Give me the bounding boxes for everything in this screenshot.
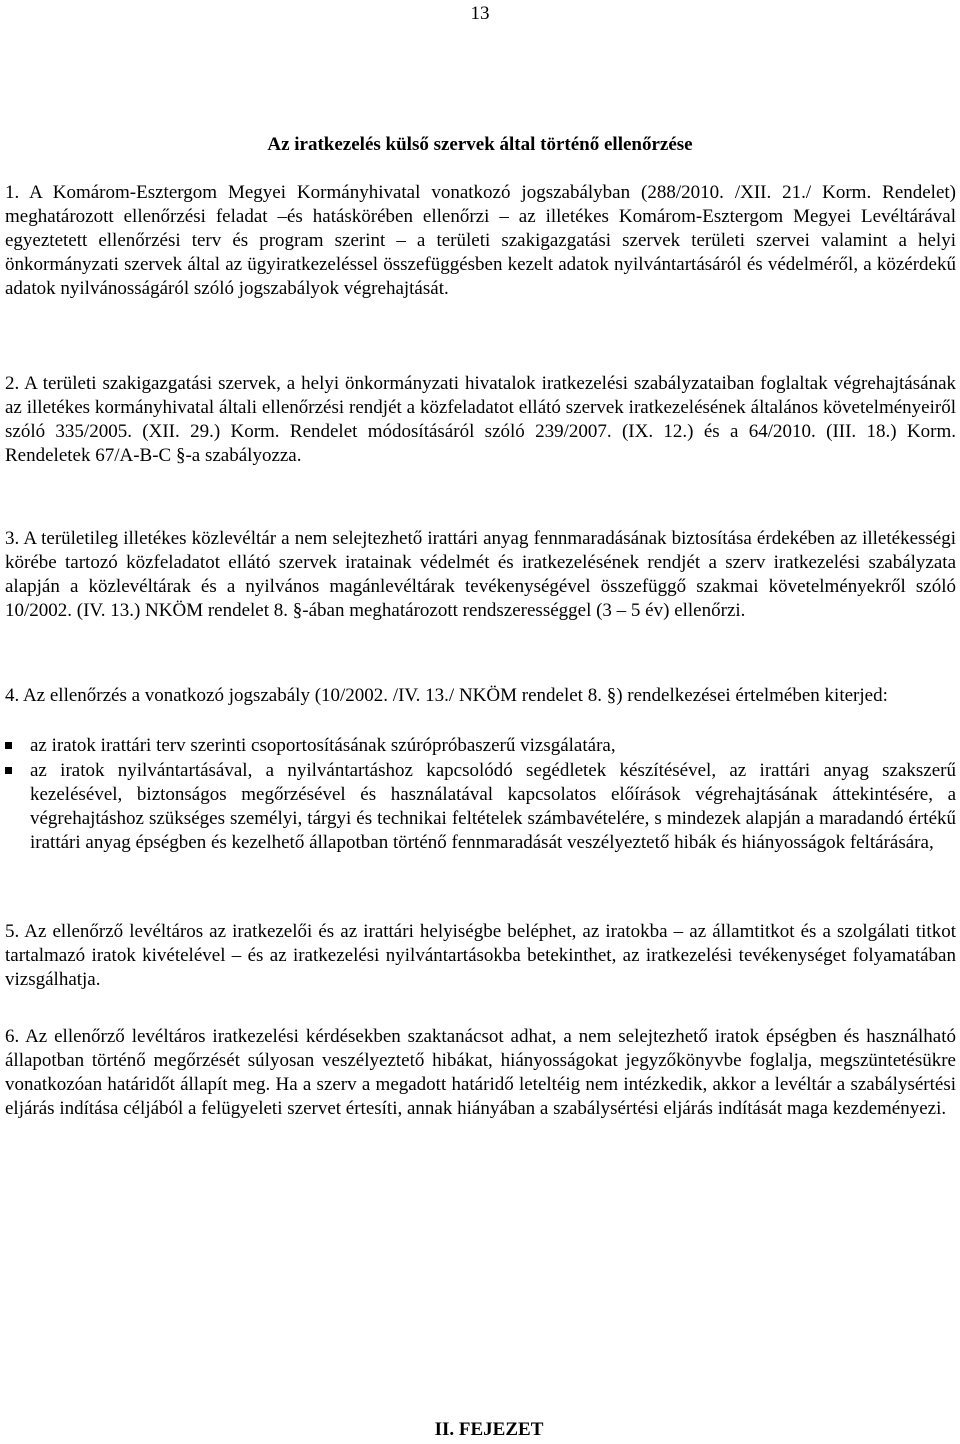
paragraph-2: 2. A területi szakigazgatási szervek, a helyi önkormányzati hivatalok iratkezelési szabályzataiban foglaltak végrehajtásának az illetékes kormányhivatal általi ellenőrzési rendjét a közfeladatot ellátó szervek iratkezelésének általános követelményeiről szóló 335/2005. (XII. 29.) Korm. Rendelet módosításáról szóló 239/2007. (IX. 12.) és a 64/2010. (III. 18.) Korm. Rendeletek 67/A-B-C §-a szabályozza. [5, 373, 956, 466]
paragraph-3: 3. A területileg illetékes közlevéltár a nem selejtezhető irattári anyag fennmaradásának biztosítása érdekében az illetékességi körébe tartozó közfeladatot ellátó szervek iratainak védelmét és iratkezelésének rendjét a szerv iratkezelési szabályzata alapján a közlevéltárak és a nyilvános magánlevéltárak tevékenységével összefüggő szakmai követelményekről szóló 10/2002. (IV. 13.) NKÖM rendelet 8. §-ában meghatározott rendszerességgel (3 – 5 év) ellenőrzi. [5, 528, 956, 621]
square-bullet-icon [5, 767, 12, 774]
square-bullet-icon [5, 742, 12, 749]
paragraph-1: 1. A Komárom-Esztergom Megyei Kormányhivatal vonatkozó jogszabályban (288/2010. /XII. 21./ Korm. Rendelet) meghatározott ellenőrzési feladat –és hatáskörében ellenőrzi – az illetékes Komárom-Esztergom Megyei Levéltárával egyeztetett ellenőrzési terv és program szerint – a területi szakigazgatási szervek területi szervei valamint a helyi önkormányzati szervek által az ügyiratkezeléssel összefüggésben kezelt adatok nyilvántartásáról és védelméről, a közérdekű adatok nyilvánosságáról szóló jogszabályok végrehajtását. [5, 182, 956, 299]
paragraph-4: 4. Az ellenőrzés a vonatkozó jogszabály (10/2002. /IV. 13./ NKÖM rendelet 8. §) rendelkezései értelmében kiterjed: [5, 685, 888, 706]
paragraph-6: 6. Az ellenőrző levéltáros iratkezelési kérdésekben szaktanácsot adhat, a nem selejtezhető iratok épségben és használható állapotban történő megőrzését súlyosan veszélyeztető hibákat, hiányosságokat jegyzőkönyvbe foglalja, megszüntetésükre vonatkozóan határidőt állapít meg. Ha a szerv a megadott határidő leteltéig nem intézkedik, akkor a levéltár a szabálysértési eljárás indítása céljából a felügyeleti szervet értesíti, annak hiányában a szabálysértési eljárás indítását maga kezdeményezi. [5, 1026, 956, 1119]
list-item-text: az iratok nyilvántartásával, a nyilvántartáshoz kapcsolódó segédletek készítésével, az irattári anyag szakszerű kezelésével, biztonságos megőrzésével és használatával kapcsolatos előírások végrehajtásának áttekintésére, a végrehajtáshoz szükséges személyi, tárgyi és technikai feltételek számbavételére, s mindezek alapján a maradandó értékű irattári anyag épségben és kezelhető állapotban történő fennmaradását veszélyeztető hibák és hiányosságok feltárására, [30, 760, 956, 853]
chapter-heading: II. FEJEZET [434, 1419, 544, 1440]
paragraph-5: 5. Az ellenőrző levéltáros az iratkezelői és az irattári helyiségbe beléphet, az iratokba – az államtitkot és a szolgálati titkot tartalmazó iratok kivételével – és az iratkezelési nyilvántartásokba betekinthet, az iratkezelési tevékenységet folyamatában vizsgálhatja. [5, 921, 956, 990]
section-title: Az iratkezelés külső szervek által történő ellenőrzése [267, 134, 693, 155]
list-item [5, 734, 956, 758]
page-number: 13 [470, 3, 490, 24]
criteria-list [5, 734, 956, 855]
list-item [5, 759, 956, 855]
list-item-text: az iratok irattári terv szerinti csoportosításának szúrópróbaszerű vizsgálatára, [30, 735, 616, 756]
